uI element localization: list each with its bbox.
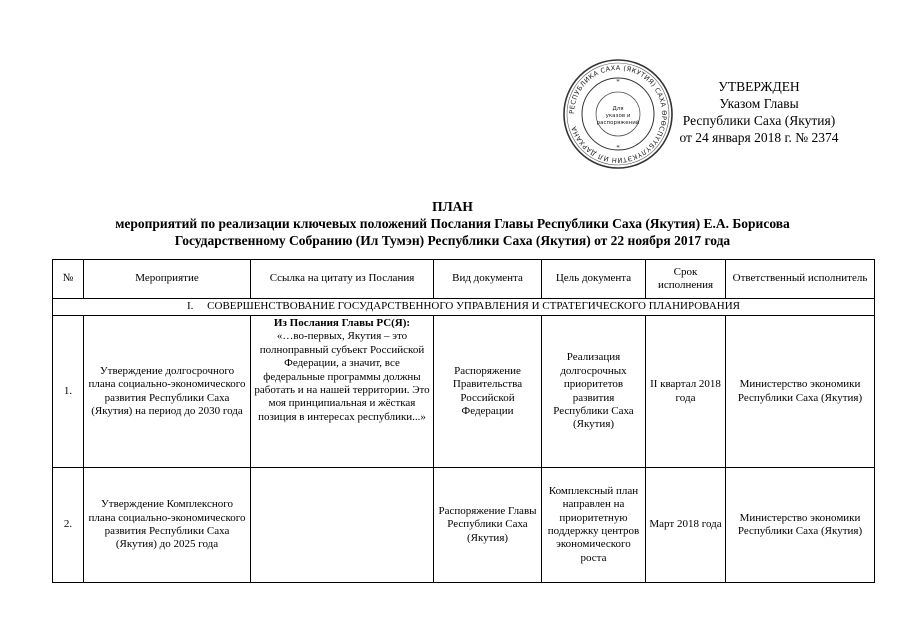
row-event <box>84 468 251 583</box>
header-deadline: Срок исполнения <box>646 260 726 299</box>
row-doc-type: Распоряжение Главы Республики Саха (Якутия) <box>434 468 542 583</box>
row-citation <box>251 468 434 583</box>
approval-line-3: Республики Саха (Якутия) <box>682 113 836 128</box>
row-number: 1. <box>53 316 84 468</box>
row-event <box>84 316 251 468</box>
seal-outer-text: РЕСПУБЛИКА САХА (ЯКУТИЯ) САХА ӨРӨСПҮҮБҮЛҮКЭТИН ИЛ ДАРХАНА <box>567 63 669 165</box>
row-goal: Реализация долгосрочных приоритетов развития Республики Саха (Якутия) <box>542 316 646 468</box>
title-line-3: Государственному Собранию (Ил Тумэн) Республики Саха (Якутия) от 22 ноября 2017 года <box>174 233 731 248</box>
svg-text:*: * <box>616 78 620 86</box>
document-title <box>40 198 865 249</box>
header-responsible: Ответственный исполнитель <box>726 260 875 299</box>
header-citation: Ссылка на цитату из Послания <box>251 260 434 299</box>
approval-block <box>650 78 868 146</box>
section-row <box>53 299 875 316</box>
row-responsible: Министерство экономики Республики Саха (Якутия) <box>726 316 875 468</box>
section-title: I. СОВЕРШЕНСТВОВАНИЕ ГОСУДАРСТВЕННОГО УПРАВЛЕНИЯ И СТРАТЕГИЧЕСКОГО ПЛАНИРОВАНИЯ <box>53 299 875 316</box>
row-citation <box>251 316 434 468</box>
row-deadline: II квартал 2018 года <box>646 316 726 468</box>
header-number: № <box>53 260 84 299</box>
table-row <box>53 468 875 583</box>
row-goal: Комплексный план направлен на приоритетную поддержку центров экономического роста <box>542 468 646 583</box>
row-deadline: Март 2018 года <box>646 468 726 583</box>
svg-text:*: * <box>616 144 620 152</box>
row-responsible: Министерство экономики Республики Саха (Якутия) <box>726 468 875 583</box>
header-event: Мероприятие <box>84 260 251 299</box>
approval-line-2: Указом Главы <box>719 96 799 111</box>
header-goal: Цель документа <box>542 260 646 299</box>
seal-inner-line-3: распоряжений <box>596 120 640 126</box>
row-citation-text: «…во-первых, Якутия – это полноправный субъект Российской Федерации, а значит, все федеральные программы должны работать и на нашей территории. Это моя принципиальная и жёсткая позиция в интересах республики...» <box>254 330 430 423</box>
row-event-text: Утверждение Комплексного плана социально-экономического развития Республики Саха (Якутия) до 2025 года <box>88 498 246 551</box>
seal-inner-line-1: Для <box>612 106 624 112</box>
row-doc-type: Распоряжение Правительства Российской Федерации <box>434 316 542 468</box>
approval-line-1: УТВЕРЖДЕН <box>718 79 800 94</box>
table-header-row <box>53 260 875 299</box>
row-number: 2. <box>53 468 84 583</box>
header-doc-type: Вид документа <box>434 260 542 299</box>
plan-table <box>52 259 875 583</box>
approval-line-4: от 24 января 2018 г. № 2374 <box>679 130 839 145</box>
row-event-text: Утверждение долгосрочного плана социально-экономического развития Республики Саха (Якутия) на период до 2030 года <box>88 364 246 417</box>
table-row <box>53 316 875 468</box>
seal-inner-line-2: указов и <box>605 113 631 119</box>
row-citation-head: Из Послания Главы РС(Я): <box>273 317 411 329</box>
title-line-2: мероприятий по реализации ключевых положений Послания Главы Республики Саха (Якутия) Е.А. Борисова <box>115 216 790 231</box>
title-line-1: ПЛАН <box>432 199 473 214</box>
